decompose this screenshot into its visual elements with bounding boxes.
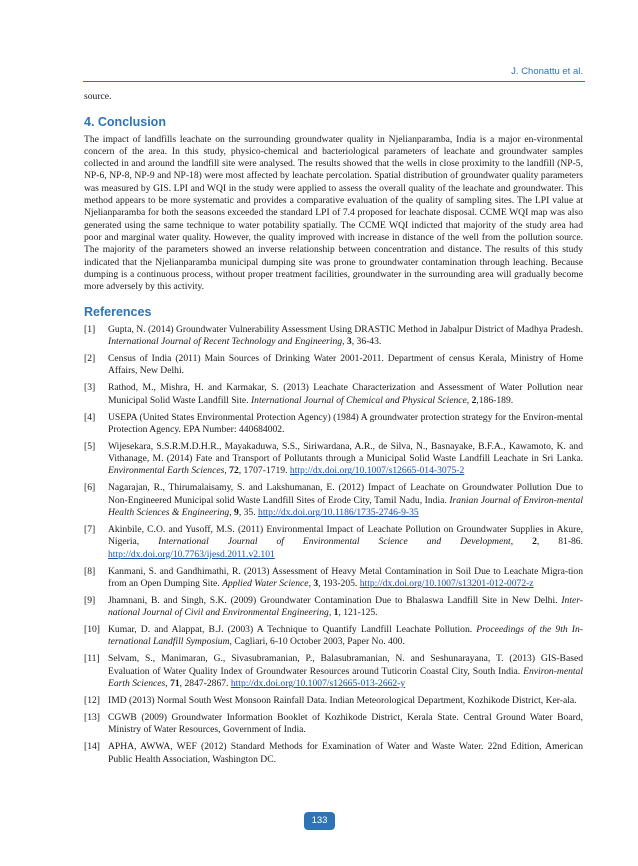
- reference-pages: , 36-43.: [351, 336, 382, 348]
- reference-doi-link[interactable]: http://dx.doi.org/10.7763/ijesd.2011.v2.101: [108, 548, 275, 560]
- conclusion-heading: 4. Conclusion: [84, 115, 166, 130]
- reference-pages: , 193-205.: [318, 577, 360, 589]
- reference-doi-link[interactable]: http://dx.doi.org/10.1186/1735-2746-9-35: [258, 507, 419, 519]
- reference-pages: , 35.: [238, 507, 259, 519]
- reference-text: USEPA (United States Environmental Protection Agency) (1984) A groundwater protection strategy for the Environ-mental Protection Agency. EPA Number: 440684002.: [108, 411, 583, 435]
- reference-body: Gupta, N. (2014) Groundwater Vulnerability Assessment Using DRASTIC Method in Jabalpur District of Madhya Pradesh. International Journal of Recent Technology and Engineering, 3, 36-43.: [108, 323, 583, 348]
- reference-volume: 3: [346, 336, 352, 348]
- intro-text: source.: [84, 91, 112, 102]
- reference-item: [84, 695, 583, 707]
- reference-body: Kanmani, S. and Gandhimathi, R. (2013) Assessment of Heavy Metal Contamination in Soil Due to Leachate Migra-tion from an Open Dumping Site. Applied Water Science, 3, 193-205. http://dx.doi.org/10.1007/s13201-012-0072-z: [108, 565, 583, 589]
- reference-journal: International Journal of Environmental Science and Development: [158, 536, 511, 548]
- reference-number: [8]: [84, 565, 96, 577]
- reference-text: CGWB (2009) Groundwater Information Booklet of Kozhikode District, Kerala State. Central Ground Water Board, Ministry of Water Resources, Government of India.: [108, 712, 583, 736]
- reference-body: Akinbile, C.O. and Yusoff, M.S. (2011) Environmental Impact of Leachate Pollution on Groundwater Supplies in Akure, Nigeria, International Journal of Environmental Science and Development, 2, 81-86. http://dx.doi.org/10.7763/ijesd.2011.v2.101: [108, 524, 584, 560]
- reference-doi-link[interactable]: http://dx.doi.org/10.1007/s12665-013-2662-y: [230, 678, 406, 690]
- reference-text: Census of India (2011) Main Sources of Drinking Water 2001-2011. Department of census Kerala, Ministry of Home Affairs, New Delhi.: [108, 353, 583, 377]
- reference-body: Rathod, M., Mishra, H. and Karmakar, S. (2013) Leachate Characterization and Assessment of Water Pollution near Municipal Solid Waste Landfill Site. International Journal of Chemical and Physical Science, 2,186-189.: [108, 382, 583, 406]
- reference-text: IMD (2013) Normal South West Monsoon Rainfall Data. Indian Meteorological Department, Kozhikode District, Ker-ala.: [108, 695, 577, 707]
- reference-pages: , 2847-2867.: [179, 678, 231, 690]
- reference-body: [108, 624, 583, 649]
- reference-pages: , 81-86.: [536, 536, 584, 548]
- reference-item: [84, 741, 583, 766]
- reference-list: [84, 324, 583, 766]
- reference-number: [14]: [84, 741, 100, 753]
- reference-body: Selvam, S., Manimaran, G., Sivasubramanian, P., Balasubramanian, N. and Seshunarayana, T. (2013) GIS-Based Evaluation of Water Quality Index of Groundwater Resources around Tuticorin Coastal City, South India. Environ-mental Earth Sciences, 71, 2847-2867. http://dx.doi.org/10.1007/s12665-013-2662-y: [108, 653, 583, 690]
- reference-number: [7]: [84, 524, 96, 536]
- reference-number: [2]: [84, 353, 96, 365]
- reference-journal: Inter-national Journal of Civil and Environmental Engineering: [108, 594, 583, 619]
- reference-text: Jhamnani, B. and Singh, S.K. (2009) Groundwater Contamination Due to Bhalaswa Landfill Site in New Delhi.: [108, 594, 558, 606]
- reference-number: [1]: [84, 323, 96, 335]
- reference-number: [4]: [84, 411, 96, 423]
- references-heading: References: [84, 305, 152, 320]
- conclusion-body: The impact of landfills leachate on the surrounding groundwater quality in Njelianparamba, India is a major en-vironmental concern of the area. In this study, physico-chemical and bacteriological parameters of leachate and groundwater samples collected in and around the landfill site were analysed. The results showed that the wells in close proximity to the landfill (NP-5, NP-6, NP-8, NP-9 and NP-18) were most affected by leachate percolation. Spatial distribution of groundwater quality parameters was measured by GIS. LPI and WQI in the study were applied to assess the overall quality of the leachate and groundwater. This method appears to be more systematic and provides a comparative evaluation of the quality of sampling sites. The LPI value at Njelianparamba for both the seasons exceeded the standard LPI of 7.4 proposed for leachate disposal. CCME WQI map was also generated using the same technique to water potability spatially. The CCME WQI indicted that majority of the study area had poor and marginal water quality. However, the quality improved with increase in distance of the well from the pollution source. The majority of the parameters showed an inverse relationship between concentration and distance. The results of this study indicated that the Njelianparamba municipal dumping site was prone to groundwater contamination through leaching. Because dumping is a continuous process, without proper treatment facilities, groundwater in the surrounding area will gradually become more adversely by this activity.: [84, 133, 583, 293]
- reference-pages: , 1707-1719.: [238, 465, 290, 477]
- reference-text: Akinbile, C.O. and Yusoff, M.S. (2011) Environmental Impact of Leachate Pollution on Groundwater Supplies in Akure, Nigeria,: [108, 524, 583, 548]
- reference-volume: 71: [170, 678, 180, 690]
- reference-journal: Environmental Earth Sciences: [108, 465, 225, 477]
- reference-volume: 9: [234, 507, 239, 519]
- reference-number: [12]: [84, 695, 100, 707]
- reference-number: [3]: [84, 382, 96, 394]
- reference-body: Wijesekara, S.S.R.M.D.H.R., Mayakaduwa, S.S., Siriwardana, A.R., de Silva, N., Basnayake, B.F.A., Kawamoto, K. and Vithanage, M. (2014) Fate and Transport of Pollutants through a Municipal Solid Waste Landfill Leachate in Sri Lanka. Environmental Earth Sciences, 72, 1707-1719. http://dx.doi.org/10.1007/s12665-014-3075-2: [108, 440, 583, 477]
- reference-item: [84, 382, 583, 407]
- reference-item: [84, 482, 583, 519]
- reference-number: [11]: [84, 653, 100, 665]
- reference-pages: ,186-189.: [476, 394, 514, 406]
- reference-number: [6]: [84, 482, 96, 494]
- reference-text: Kanmani, S. and Gandhimathi, R. (2013) Assessment of Heavy Metal Contamination in Soil Due to Leachate Migra-tion from an Open Dumping Site.: [108, 565, 583, 589]
- reference-body: Nagarajan, R., Thirumalaisamy, S. and Lakshumanan, E. (2012) Impact of Leachate on Groundwater Pollution Due to Non-Engineered Municipal solid Waste Landfill Sites of Erode City, Tamil Nadu, India. Iranian Journal of Environ-mental Health Sciences & Engineering, 9, 35. http://dx.doi.org/10.1186/1735-2746-9-35: [108, 482, 583, 519]
- reference-pages: , 121-125.: [338, 607, 378, 619]
- reference-journal: Proceedings of the 9th In-ternational Landfill Symposium: [108, 624, 583, 648]
- reference-text: Selvam, S., Manimaran, G., Sivasubramanian, P., Balasubramanian, N. and Seshunarayana, T. (2013) GIS-Based Evaluation of Water Quality Index of Groundwater Resources around Tuticorin Coastal City, South India.: [108, 653, 583, 677]
- reference-item: [84, 441, 583, 478]
- reference-journal: International Journal of Chemical and Physical Science: [250, 394, 467, 406]
- reference-journal: Iranian Journal of Environ-mental Health Sciences & Engineering: [108, 494, 583, 519]
- reference-text: Kumar, D. and Alappat, B.J. (2003) A Technique to Quantify Landfill Leachate Pollution.: [108, 624, 473, 636]
- reference-text: APHA, AWWA, WEF (2012) Standard Methods for Examination of Water and Waste Water. 22nd Edition, American Public Health Association, Washington DC.: [108, 741, 583, 765]
- reference-number: [9]: [84, 594, 96, 606]
- reference-text: Nagarajan, R., Thirumalaisamy, S. and Lakshumanan, E. (2012) Impact of Leachate on Groundwater Pollution Due to Non-Engineered Municipal solid Waste Landfill Sites of Erode City, Tamil Nadu, India.: [108, 482, 583, 506]
- reference-item: [84, 412, 583, 437]
- reference-body: [108, 741, 583, 766]
- reference-number: [10]: [84, 624, 100, 636]
- reference-number: [13]: [84, 712, 100, 724]
- reference-body: Jhamnani, B. and Singh, S.K. (2009) Groundwater Contamination Due to Bhalaswa Landfill Site in New Delhi. Inter-national Journal of Civil and Environmental Engineering, 1, 121-125.: [108, 594, 583, 619]
- reference-item: [84, 653, 583, 690]
- reference-body: [108, 712, 583, 737]
- reference-doi-link[interactable]: http://dx.doi.org/10.1007/s12665-014-3075-2: [289, 465, 465, 477]
- reference-item: [84, 524, 583, 561]
- reference-doi-link[interactable]: http://dx.doi.org/10.1007/s13201-012-0072-z: [359, 577, 534, 589]
- reference-journal: Environ-mental Earth Sciences: [108, 665, 583, 690]
- reference-item: [84, 324, 583, 349]
- reference-volume: 72: [229, 465, 239, 477]
- reference-text: Rathod, M., Mishra, H. and Karmakar, S. (2013) Leachate Characterization and Assessment of Water Pollution near Municipal Solid Waste Landfill Site.: [108, 382, 583, 406]
- reference-item: [84, 566, 583, 591]
- reference-item: [84, 712, 583, 737]
- reference-number: [5]: [84, 440, 96, 452]
- running-head: J. Chonattu et al.: [511, 66, 583, 77]
- reference-item: [84, 624, 583, 649]
- reference-item: [84, 595, 583, 620]
- reference-body: [108, 695, 583, 707]
- reference-item: [84, 353, 583, 378]
- reference-volume: 2: [471, 394, 477, 406]
- reference-journal: International Journal of Recent Technology and Engineering: [108, 336, 343, 348]
- reference-volume: 1: [333, 607, 339, 619]
- header-rule: [83, 81, 585, 82]
- reference-volume: 2: [532, 536, 537, 548]
- reference-body: [108, 412, 583, 437]
- reference-journal: Applied Water Science: [222, 577, 309, 589]
- reference-text: Gupta, N. (2014) Groundwater Vulnerability Assessment Using DRASTIC Method in Jabalpur District of Madhya Pradesh.: [108, 323, 583, 335]
- reference-text: Wijesekara, S.S.R.M.D.H.R., Mayakaduwa, S.S., Siriwardana, A.R., de Silva, N., Basnayake, B.F.A., Kawamoto, K. and Vithanage, M. (2014) Fate and Transport of Pollutants through a Municipal Solid Waste Landfill Leachate in Sri Lanka.: [108, 440, 583, 465]
- page-number: 133: [304, 812, 335, 830]
- reference-body: [108, 353, 583, 378]
- reference-pages: , Cagliari, 6-10 October 2003, Paper No. 400.: [229, 636, 405, 648]
- reference-volume: 3: [313, 577, 319, 589]
- page-content: [84, 91, 583, 771]
